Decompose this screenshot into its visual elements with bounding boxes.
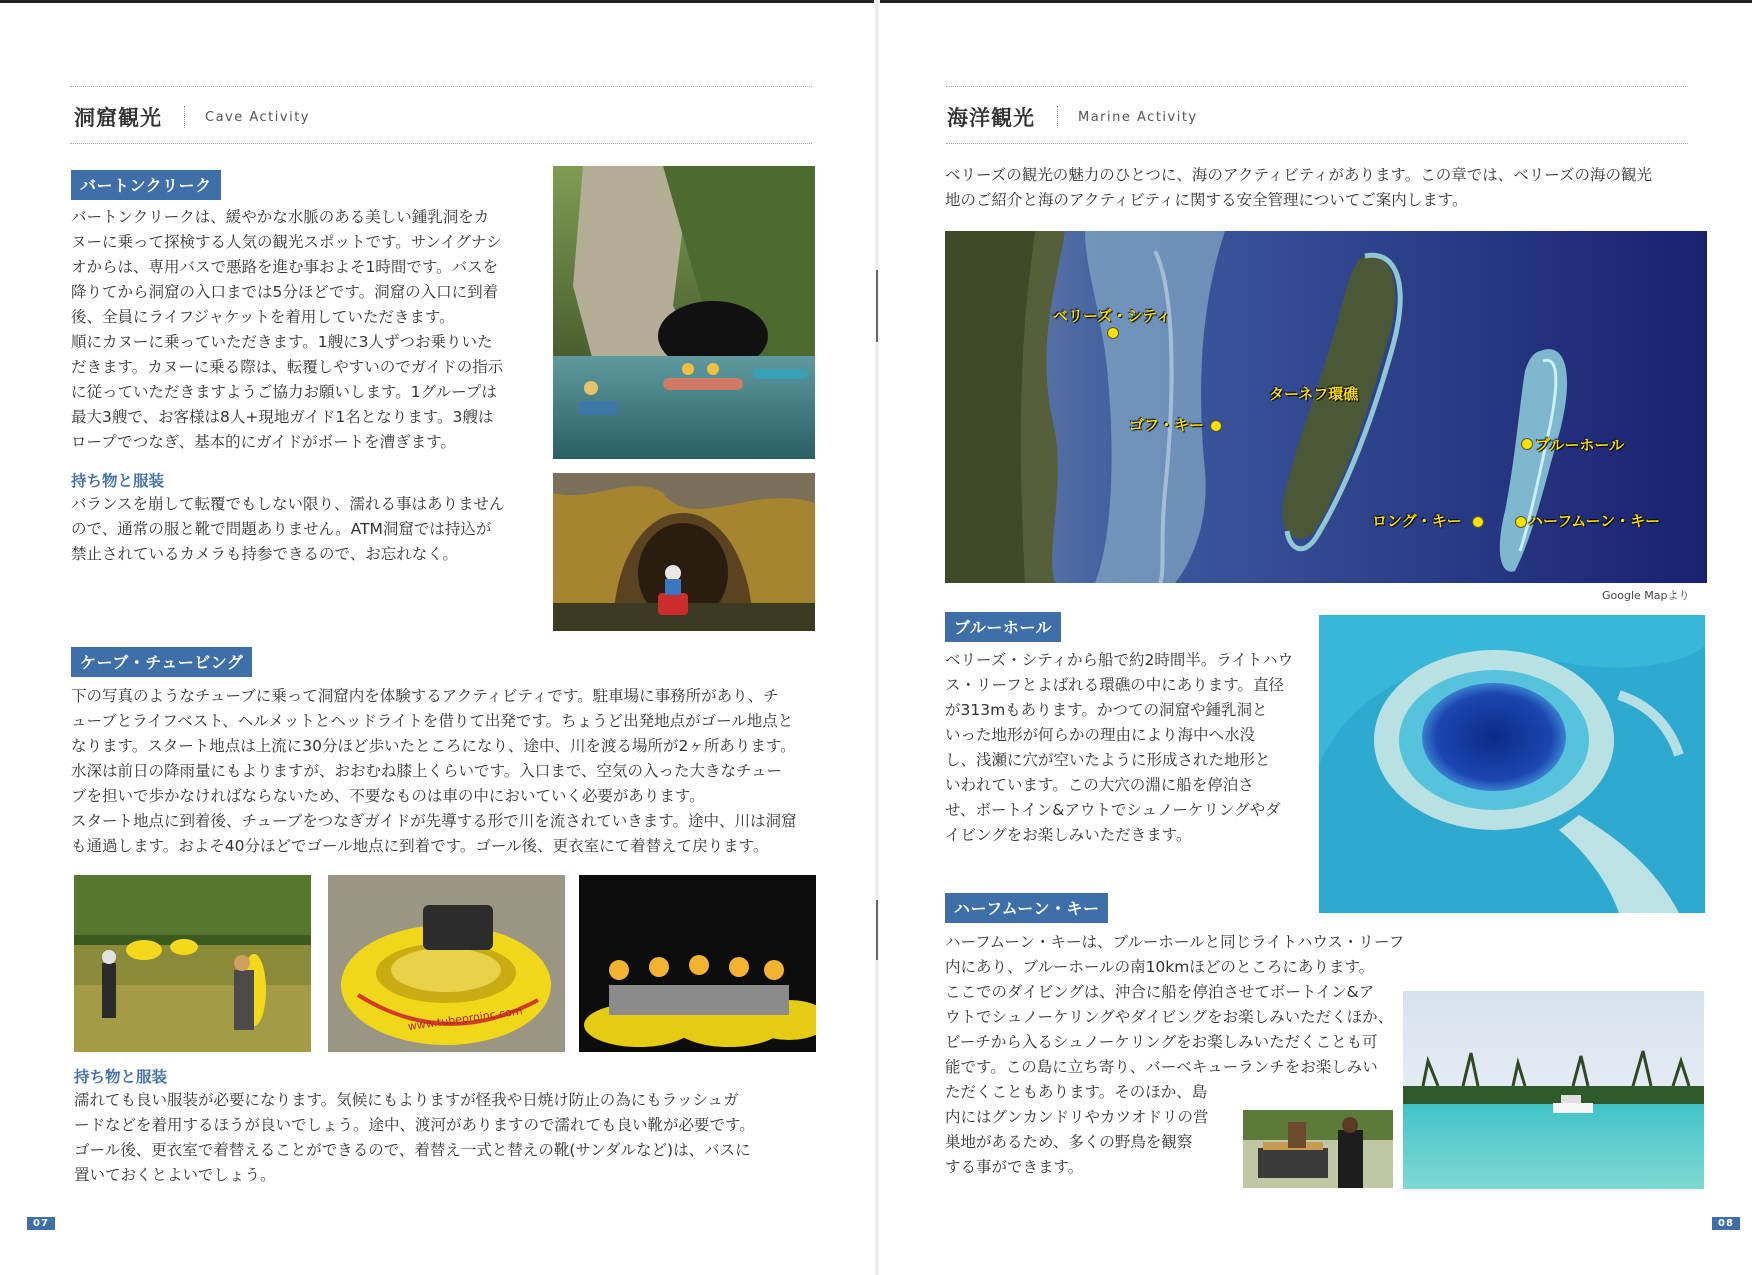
tubing-sub-text: 濡れても良い服装が必要になります。気候にもよりますが怪我や日焼け防止の為にもラッシュガ ードなどを着用するほうが良いでしょう。途中、渡河がありますので濡れても良い靴が必要です。 ゴール後、更衣室で着替えることができるので、着替え一式と替えの靴(サンダルなど)は、バスに 置いておくとよいでしょう。 bbox=[74, 1091, 755, 1184]
divider-bottom bbox=[70, 143, 812, 144]
tubing-sub-label: 持ち物と服装 bbox=[74, 1068, 168, 1086]
pin-belize-city bbox=[1108, 328, 1118, 338]
marine-intro-text: ベリーズの観光の魅力のひとつに、海のアクティビティがあります。この章では、ベリーズの海の観光 地のご紹介と海のアクティビティに関する安全管理についてご案内します。 bbox=[945, 166, 1652, 209]
cave-tubing-text: 下の写真のようなチューブに乗って洞窟内を体験するアクティビティです。駐車場に事務所があり、チ ューブとライフベスト、ヘルメットとヘッドライトを借りて出発です。ちょうど出発地点がゴール地点と なります。スタート地点は上流に30分ほど歩いたところになり、途中、川を渡る場所が2ヶ所あります。 水深は前日の降雨量にもよりますが、おおむね膝上くらいです。入口まで、空気の入った大きなチュー ブを担いで歩かなければならないため、不要なものは車の中においていく必要があります。 スタート地点に到着後、チューブをつなぎガイドが先導する形で川を流されていきます。途中、川は洞窟 も通過します。およそ40分ほどでゴール地点に到着です。ゴール後、更衣室にて着替えて戻ります。 bbox=[71, 687, 797, 855]
blue-hole-text: ベリーズ・シティから船で約2時間半。ライトハウ ス・リーフとよばれる環礁の中にあります。直径 が313mもあります。かつての洞窟や鍾乳洞と いった地形が何らかの理由により海中へ水没 し、浅瀬に穴が空いたように形成された地形と いわれています。この大穴の淵に船を停泊さ せ、ボートイン&アウトでシュノーケリングやダ イビングをお楽しみいただきます。 bbox=[945, 651, 1294, 844]
map-label-half-moon-caye: ハーフムーン・キー bbox=[1528, 512, 1661, 530]
tube-brand-print: www.tubeproinc.com bbox=[406, 1004, 524, 1034]
page-number-right: 08 bbox=[1712, 1217, 1740, 1230]
pin-blue-hole bbox=[1522, 439, 1532, 449]
map-label-turneffe: ターネフ環礁 bbox=[1269, 385, 1359, 403]
gutter-mark-bottom bbox=[876, 900, 878, 960]
photo-bbq-lunch bbox=[1243, 1110, 1393, 1188]
barton-creek-text: バートンクリークは、緩やかな水脈のある美しい鍾乳洞をカ ヌーに乗って探検する人気の観光スポットです。サンイグナシ オからは、専用バスで悪路を進む事およそ1時間です。バスを 降りてから洞窟の入口までは5分ほどです。洞窟の入口に到着 後、全員にライフジャケットを着用していただきます。 順にカヌーに乗っていただきます。1艘に3人ずつお乗りいた だきます。カヌーに乗る際は、転覆しやすいのでガイドの指示 に従っていただきますようご協力お願いします。1グループは 最大3艘で、お客様は8人+現地ガイド1名となります。3艘は ロープでつなぎ、基本的にガイドがボートを漕ぎます。 bbox=[71, 208, 504, 451]
section-header-marine bbox=[947, 102, 1198, 132]
map-label-goff-caye: ゴフ・キー bbox=[1129, 416, 1205, 434]
photo-blue-hole bbox=[1319, 615, 1705, 913]
photo-cave-tunnel bbox=[553, 473, 815, 631]
section-separator bbox=[1057, 106, 1058, 128]
section-title-en: Marine Activity bbox=[1078, 109, 1198, 125]
pin-long-caye bbox=[1473, 517, 1483, 527]
photo-tube-closeup bbox=[328, 875, 565, 1052]
map-label-blue-hole: ブルーホール bbox=[1535, 436, 1625, 454]
gutter-mark-top bbox=[876, 270, 878, 342]
barton-sub-text: バランスを崩して転覆でもしない限り、濡れる事はありません ので、通常の服と靴で問題ありません。ATM洞窟では持込が 禁止されているカメラも持参できるので、お忘れなく。 bbox=[71, 495, 505, 563]
section-title-jp: 海洋観光 bbox=[947, 106, 1035, 130]
left-page bbox=[0, 0, 874, 1275]
map-credit: Google Mapより bbox=[1602, 589, 1690, 602]
section-separator bbox=[184, 106, 185, 128]
page-number-left: 07 bbox=[27, 1217, 55, 1230]
label-blue-hole: ブルーホール bbox=[945, 612, 1061, 642]
photo-tubing-river bbox=[74, 875, 311, 1052]
photo-half-moon-beach bbox=[1403, 991, 1704, 1189]
map-label-belize-city: ベリーズ・シティ bbox=[1053, 307, 1172, 325]
divider-top bbox=[70, 86, 812, 87]
label-cave-tubing: ケーブ・チュービング bbox=[71, 647, 252, 677]
section-header-cave bbox=[74, 102, 310, 132]
half-moon-caye-text: ハーフムーン・キーは、ブルーホールと同じライトハウス・リーフ 内にあり、ブルーホールの南10kmほどのところにあります。 ここでのダイビングは、沖合に船を停泊させてボートイン&ア ウトでシュノーケリングやダイビングをお楽しみいただくほか、 ビーチから入るシュノーケリングをお楽しみいただくことも可 能です。この島に立ち寄り、バーベキューランチをお楽しみい ただくこともあります。そのほか、島 内にはグンカンドリやカツオドリの営 巣地があるため、多くの野鳥を観察 する事ができます。 bbox=[945, 933, 1405, 1176]
photo-barton-canoe bbox=[553, 166, 815, 459]
map-label-long-caye: ロング・キー bbox=[1372, 512, 1462, 530]
label-half-moon-caye: ハーフムーン・キー bbox=[945, 893, 1108, 923]
pin-half-moon-caye bbox=[1516, 517, 1526, 527]
label-barton-creek: バートンクリーク bbox=[71, 170, 221, 200]
satellite-map bbox=[945, 231, 1707, 583]
divider-bottom bbox=[946, 143, 1688, 144]
photo-tubing-cave bbox=[579, 875, 816, 1052]
section-title-jp: 洞窟観光 bbox=[74, 106, 162, 130]
barton-sub-label: 持ち物と服装 bbox=[71, 472, 165, 490]
right-page bbox=[880, 0, 1752, 1275]
divider-top bbox=[946, 86, 1688, 87]
section-title-en: Cave Activity bbox=[205, 109, 310, 125]
pin-goff-caye bbox=[1211, 421, 1221, 431]
